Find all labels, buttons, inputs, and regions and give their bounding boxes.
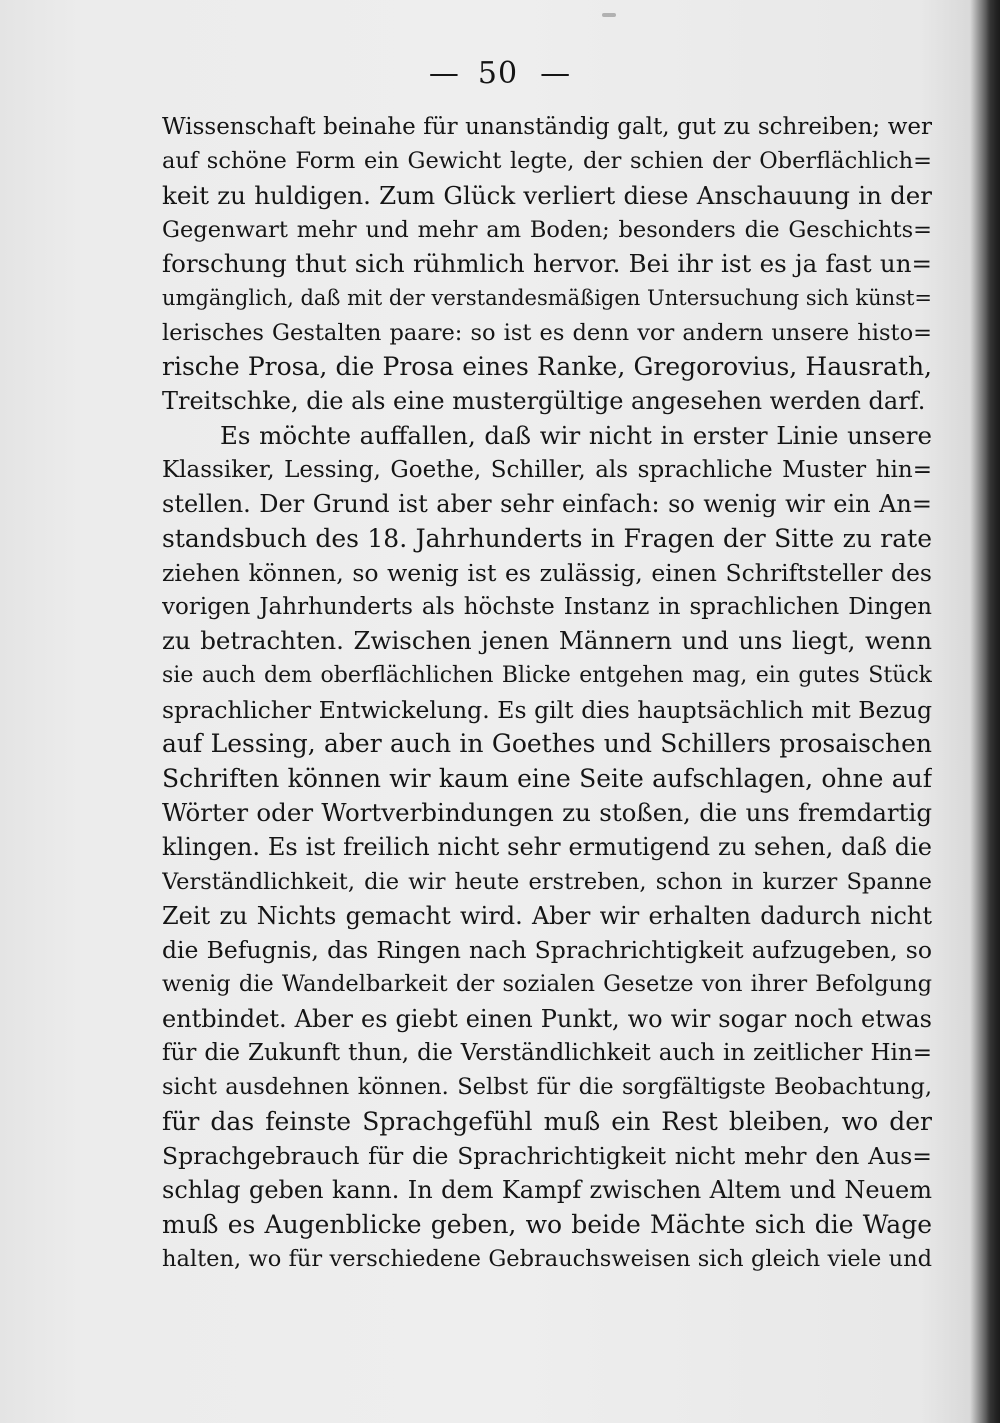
- text-line: Treitschke, die als eine mustergültige angesehen werden darf.: [162, 387, 926, 416]
- text-line: Wörter oder Wortverbindungen zu stoßen, die uns fremdartig: [162, 797, 932, 827]
- text-line: Wissenschaft beinahe für unanständig galt, gut zu schreiben; wer: [162, 114, 932, 140]
- text-line: für das feinste Sprachgefühl muß ein Rest bleiben, wo der: [162, 1106, 932, 1136]
- text-line: Verständlichkeit, die wir heute erstreben, schon in kurzer Spanne: [162, 868, 932, 895]
- text-line: wenig die Wandelbarkeit der sozialen Gesetze von ihrer Befolgung: [162, 971, 932, 998]
- text-line: Zeit zu Nichts gemacht wird. Aber wir erhalten dadurch nicht: [162, 901, 932, 930]
- text-line: forschung thut sich rühmlich hervor. Bei ihr ist es ja fast un=: [162, 249, 932, 279]
- text-line: sicht ausdehnen können. Selbst für die sorgfältigste Beobachtung,: [162, 1074, 932, 1101]
- text-line: Schriften können wir kaum eine Seite aufschlagen, ohne auf: [162, 763, 932, 793]
- text-line: zu betrachten. Zwischen jenen Männern und uns liegt, wenn: [162, 626, 932, 656]
- page-number-value: 50: [477, 56, 519, 91]
- text-line: klingen. Es ist freilich nicht sehr ermutigend zu sehen, daß die: [162, 833, 932, 862]
- page-number: [0, 56, 1000, 92]
- text-line: Gegenwart mehr und mehr am Boden; besonders die Geschichts=: [162, 216, 932, 243]
- text-line: muß es Augenblicke geben, wo beide Mächte sich die Wage: [162, 1209, 932, 1239]
- text-line: umgänglich, daß mit der verstandesmäßigen Untersuchung sich künst=: [162, 286, 932, 311]
- text-line: für die Zukunft thun, die Verständlichkeit auch in zeitlicher Hin=: [162, 1040, 932, 1067]
- text-line: sie auch dem oberflächlichen Blicke entgehen mag, ein gutes Stück: [162, 662, 932, 688]
- text-line: ziehen können, so wenig ist es zulässig, einen Schriftsteller des: [162, 558, 932, 587]
- text-line: die Befugnis, das Ringen nach Sprachrichtigkeit aufzugeben, so: [162, 936, 932, 965]
- print-speck: [602, 13, 616, 17]
- text-line: lerisches Gestalten paare: so ist es denn vor andern unsere histo=: [162, 319, 932, 346]
- text-line: Sprachgebrauch für die Sprachrichtigkeit nicht mehr den Aus=: [162, 1141, 932, 1170]
- text-line: stellen. Der Grund ist aber sehr einfach: so wenig wir ein An=: [162, 490, 932, 519]
- text-line: auf schöne Form ein Gewicht legte, der schien der Oberflächlich=: [162, 148, 932, 175]
- text-line: standsbuch des 18. Jahrhunderts in Fragen der Sitte zu rate: [162, 523, 932, 553]
- text-line: halten, wo für verschiedene Gebrauchsweisen sich gleich viele und: [162, 1245, 932, 1272]
- text-line: sprachlicher Entwickelung. Es gilt dies hauptsächlich mit Bezug: [162, 696, 932, 725]
- text-line: entbindet. Aber es giebt einen Punkt, wo wir sogar noch etwas: [162, 1004, 932, 1033]
- text-line: schlag geben kann. In dem Kampf zwischen Altem und Neuem: [162, 1176, 932, 1205]
- binding-edge-shadow: [986, 0, 1000, 1423]
- text-line: rische Prosa, die Prosa eines Ranke, Gregorovius, Hausrath,: [162, 352, 932, 382]
- page-number-dash-right: —: [540, 56, 572, 91]
- text-line: Klassiker, Lessing, Goethe, Schiller, als sprachliche Muster hin=: [162, 456, 932, 483]
- text-line: vorigen Jahrhunderts als höchste Instanz in sprachlichen Dingen: [162, 594, 932, 621]
- page-number-dash-left: —: [428, 56, 460, 91]
- text-line: keit zu huldigen. Zum Glück verliert diese Anschauung in der: [162, 180, 932, 210]
- text-line: auf Lessing, aber auch in Goethes und Schillers prosaischen: [162, 729, 932, 759]
- body-text: [162, 110, 932, 1276]
- text-line-paragraph-start: Es möchte auffallen, daß wir nicht in erster Linie unsere: [220, 420, 932, 450]
